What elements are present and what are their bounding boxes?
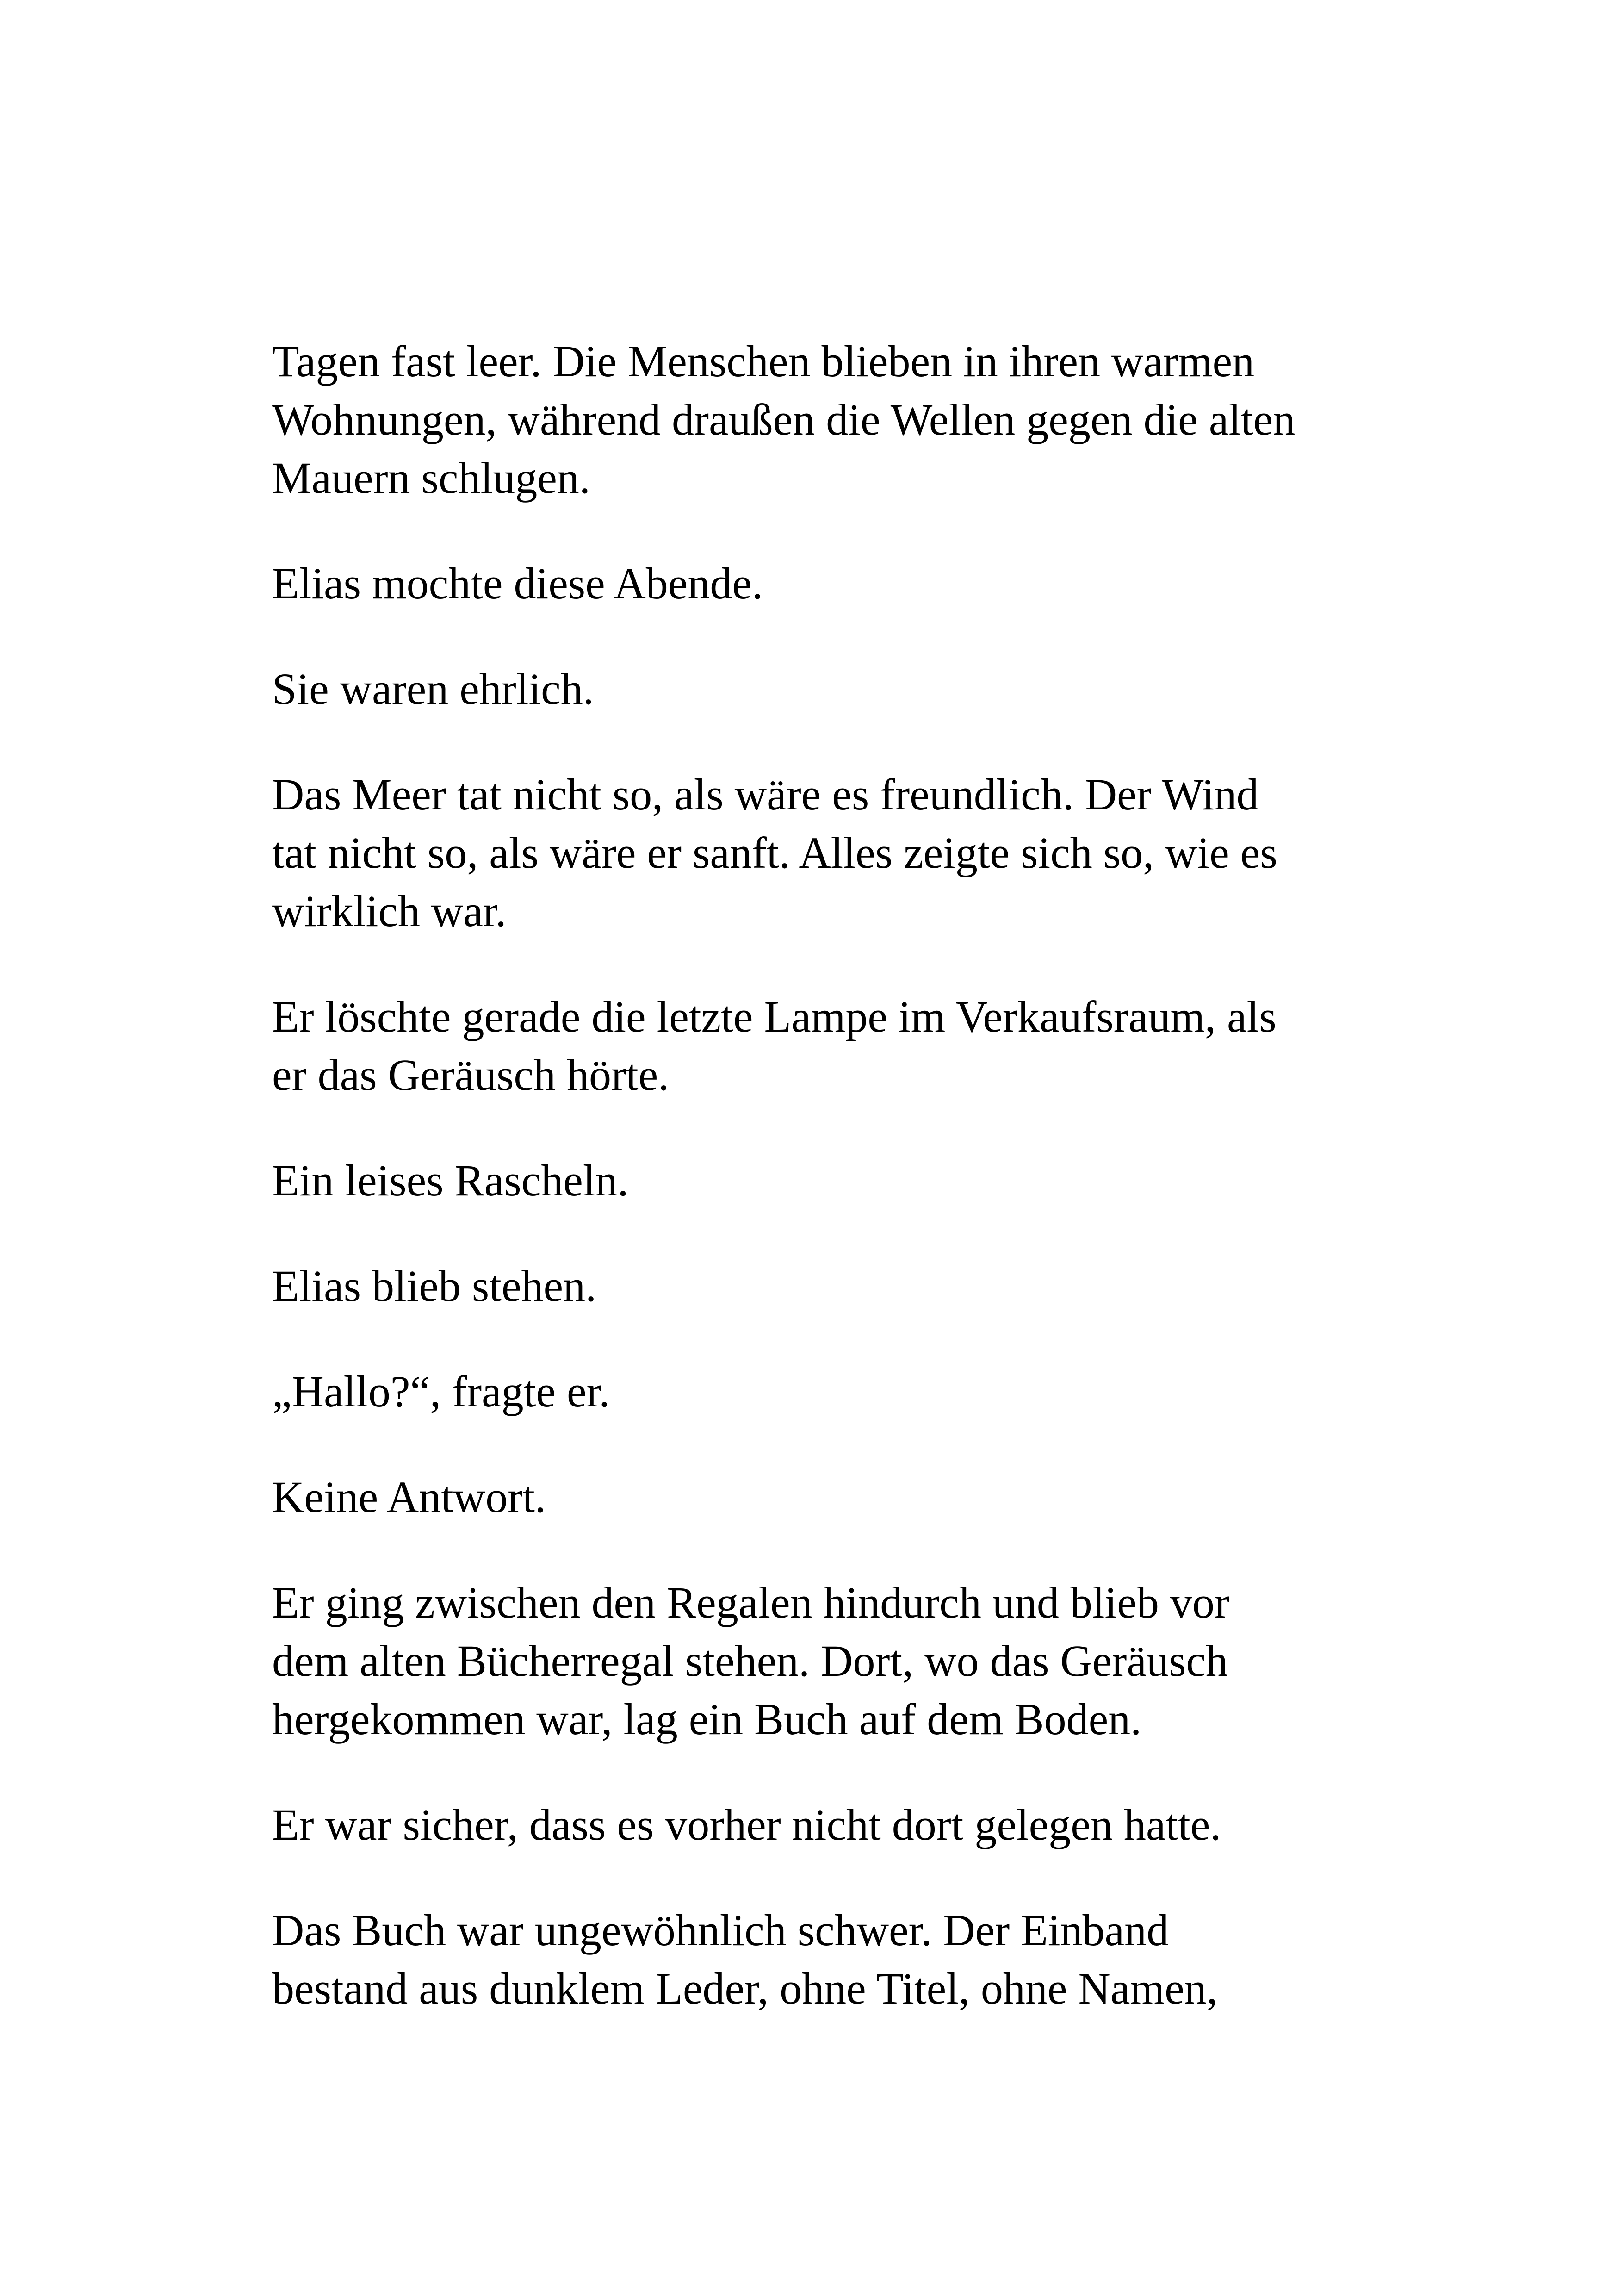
text-line: dem alten Bücherregal stehen. Dort, wo das Geräusch <box>272 1636 1228 1686</box>
text-line: Wohnungen, während draußen die Wellen gegen die alten <box>272 395 1296 444</box>
text-line: Keine Antwort. <box>272 1472 546 1522</box>
paragraph <box>272 1151 1382 1210</box>
text-line: Er war sicher, dass es vorher nicht dort gelegen hatte. <box>272 1800 1221 1849</box>
text-line: „Hallo?“, fragte er. <box>272 1367 610 1416</box>
paragraph <box>272 332 1382 507</box>
text-line: Er ging zwischen den Regalen hindurch und blieb vor <box>272 1578 1229 1627</box>
text-line: Sie waren ehrlich. <box>272 664 594 714</box>
text-line: Elias blieb stehen. <box>272 1261 597 1311</box>
text-line: Elias mochte diese Abende. <box>272 559 763 608</box>
text-line: tat nicht so, als wäre er sanft. Alles zeigte sich so, wie es <box>272 828 1277 877</box>
text-line: er das Geräusch hörte. <box>272 1050 670 1100</box>
paragraph <box>272 765 1382 940</box>
text-line: bestand aus dunklem Leder, ohne Titel, ohne Namen, <box>272 1964 1218 2013</box>
text-line: Ein leises Rascheln. <box>272 1156 629 1205</box>
paragraph <box>272 1901 1382 2018</box>
paragraph <box>272 1257 1382 1315</box>
paragraph <box>272 1363 1382 1421</box>
body-text <box>272 332 1382 2065</box>
paragraph <box>272 1574 1382 1748</box>
paragraph <box>272 1468 1382 1526</box>
text-line: hergekommen war, lag ein Buch auf dem Boden. <box>272 1694 1142 1744</box>
paragraph <box>272 988 1382 1104</box>
text-line: Das Meer tat nicht so, als wäre es freundlich. Der Wind <box>272 770 1259 819</box>
paragraph <box>272 660 1382 718</box>
text-line: Er löschte gerade die letzte Lampe im Verkaufsraum, als <box>272 992 1277 1041</box>
text-line: Mauern schlugen. <box>272 453 590 503</box>
text-line: Das Buch war ungewöhnlich schwer. Der Einband <box>272 1905 1169 1955</box>
text-line: Tagen fast leer. Die Menschen blieben in ihren warmen <box>272 336 1255 386</box>
paragraph <box>272 554 1382 613</box>
text-line: wirklich war. <box>272 886 507 936</box>
paragraph <box>272 1796 1382 1854</box>
